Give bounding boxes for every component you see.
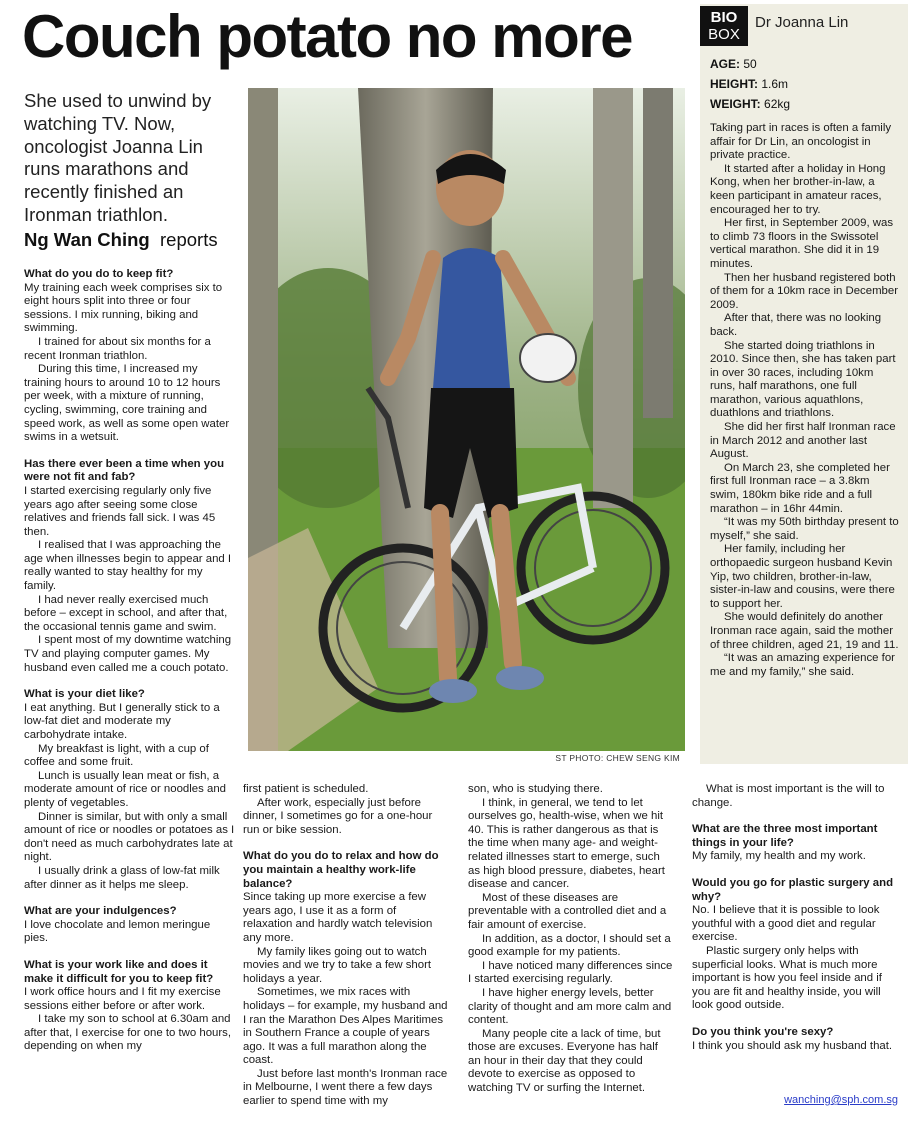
paragraph: Her first, in September 2009, was to climb 73 floors in the Swissotel vertical marathon. She did it in 19 minutes. — [710, 217, 894, 270]
standfirst: She used to unwind by watching TV. Now, oncologist Joanna Lin runs marathons and recently finished an Ironman triathlon. — [24, 90, 212, 225]
question-heading: Has there ever been a time when you were not fit and fab? — [24, 457, 225, 484]
paragraph: My breakfast is light, with a cup of coffee and some fruit. — [24, 742, 209, 769]
height-value: 1.6m — [761, 77, 789, 91]
byline-suffix: reports — [160, 229, 218, 250]
question-heading: Do you think you're sexy? — [692, 1025, 834, 1038]
paragraph: My training each week comprises six to eight hours split into three or four sessions. I mix running, biking and swimming. — [24, 281, 223, 335]
paragraph: After work, especially just before dinner, I sometimes go for a one-hour run or bike session. — [243, 796, 433, 836]
weight-value: 62kg — [764, 97, 791, 111]
paragraph: On March 23, she completed her first full Ironman race – a 3.8km swim, 180km bike ride and a full marathon – in 16hr 44min. — [710, 461, 890, 515]
author-email-link[interactable]: wanching@sph.com.sg — [784, 1094, 898, 1106]
paragraph: After that, there was no looking back. — [710, 312, 882, 338]
photo-credit: ST PHOTO: CHEW SENG KIM — [555, 753, 680, 763]
paragraph: In addition, as a doctor, I should set a good example for my patients. — [468, 932, 671, 959]
paragraph: She started doing triathlons in 2010. Since then, she has taken part in over 30 races, including 10km runs, half marathons, one full marathon, various aquathlons, duathlons and triathlons. — [710, 339, 896, 420]
paragraph: Most of these diseases are preventable with a controlled diet and a fair amount of exercise. — [468, 891, 667, 931]
paragraph: son, who is studying there. — [468, 783, 603, 795]
paragraph: I usually drink a glass of low-fat milk after dinner as it helps me sleep. — [24, 864, 220, 891]
paragraph: “It was an amazing experience for me and my family,” she said. — [710, 652, 895, 678]
paragraph: I think you should ask my husband that. — [692, 1039, 893, 1052]
height-label: HEIGHT: — [710, 77, 758, 91]
paragraph: Then her husband registered both of them for a 10km race in December 2009. — [710, 271, 899, 311]
paragraph: “It was my 50th birthday present to myself,” she said. — [710, 516, 899, 542]
paragraph: No. I believe that it is possible to look youthful with a good diet and regular exercise. — [692, 904, 880, 944]
paragraph: I love chocolate and lemon meringue pies. — [24, 918, 211, 945]
article-column-2 — [243, 783, 448, 1109]
byline-author: Ng Wan Ching — [24, 229, 150, 250]
paragraph: I started exercising regularly only five years ago after seeing some close relatives and friends fall sick. I was 45 then. — [24, 484, 216, 538]
question-heading: What do you do to keep fit? — [24, 268, 174, 280]
bio-box-logo — [700, 6, 748, 46]
paragraph: What is most important is the will to change. — [692, 783, 885, 809]
paragraph: It started after a holiday in Hong Kong, when her brother-in-law, a keen participant in amateur races, encouraged her to try. — [710, 162, 886, 216]
bio-facts — [710, 54, 790, 114]
headline: Couch potato no more — [22, 3, 632, 70]
question-heading: What do you do to relax and how do you maintain a healthy work-life balance? — [243, 850, 439, 890]
paragraph: Lunch is usually lean meat or fish, a moderate amount of rice or noodles and plenty of vegetables. — [24, 769, 226, 809]
bio-logo-bottom: BOX — [708, 26, 740, 43]
paragraph: I realised that I was approaching the age when illnesses begin to appear and I really wanted to stay healthy for my family. — [24, 539, 232, 593]
weight-label: WEIGHT: — [710, 97, 761, 111]
paragraph: Since taking up more exercise a few years ago, I use it as a form of relaxation and hardly watch television any more. — [243, 891, 433, 944]
byline — [24, 229, 239, 251]
paragraph: During this time, I increased my training hours to around 10 to 12 hours per week, with a mixture of running, cycling, swimming, core training and speed work, as well as some open water swims in a wetsuit. — [24, 363, 230, 444]
paragraph: Taking part in races is often a family affair for Dr Lin, an oncologist in private practice. — [710, 122, 892, 162]
question-heading: What are your indulgences? — [24, 905, 177, 918]
question-heading: What is your diet like? — [24, 688, 145, 701]
paragraph: first patient is scheduled. — [243, 783, 369, 795]
paragraph: I have noticed many differences since I started exercising regularly. — [468, 959, 673, 986]
cyclist-photo — [248, 88, 685, 751]
article-column-1 — [24, 268, 236, 1054]
paragraph: Many people cite a lack of time, but those are excuses. Everyone has half an hour in their day that they could devote to exercise as opposed to watching TV or surfing the Internet. — [468, 1027, 661, 1095]
paragraph: She would definitely do another Ironman race again, said the mother of three children, aged 21, 19 and 11. — [710, 611, 899, 651]
paragraph: My family likes going out to watch movies and we try to take a few short holidays a year. — [243, 945, 432, 985]
question-heading: What is your work like and does it make it difficult for you to keep fit? — [24, 958, 214, 985]
bio-box-text — [710, 122, 900, 679]
paragraph: I spent most of my downtime watching TV and playing computer games. My husband even called me a couch potato. — [24, 634, 232, 674]
paragraph: I eat anything. But I generally stick to a low-fat diet and moderate my carbohydrate intake. — [24, 701, 220, 741]
paragraph: I think, in general, we tend to let ourselves go, health-wise, when we hit 40. This is rather dangerous as that is the time when many age- and weight-related illnesses start to emerge, such as high blood pressure, diabetes, heart disease and cancer. — [468, 796, 665, 891]
paragraph: She did her first half Ironman race in March 2012 and another last August. — [710, 421, 896, 461]
paragraph: Dinner is similar, but with only a small amount of rice or noodles or potatoes as I don't need as much carbohydrates late at night. — [24, 810, 235, 864]
age-label: AGE: — [710, 57, 740, 71]
paragraph: My family, my health and my work. — [692, 850, 866, 863]
paragraph: I take my son to school at 6.30am and after that, I exercise for one to two hours, depending on when my — [24, 1013, 232, 1053]
paragraph: I work office hours and I fit my exercise sessions either before or after work. — [24, 986, 221, 1012]
article-column-3 — [468, 783, 673, 1096]
paragraph: I have higher energy levels, better clarity of thought and am more calm and content. — [468, 986, 672, 1027]
paragraph: Just before last month's Ironman race in Melbourne, I went there a few days earlier to spend time with my — [243, 1067, 448, 1108]
article-column-4 — [692, 783, 897, 1053]
paragraph: Plastic surgery only helps with superficial looks. What is much more important is how you feel inside and if you are fit and healthy inside, you will look good outside. — [692, 944, 882, 1012]
question-heading: What are the three most important things in your life? — [692, 823, 878, 849]
paragraph: Her family, including her orthopaedic surgeon husband Kevin Yip, two children, brother-in-law, sister-in-law and cousins, were there to support her. — [710, 543, 895, 610]
question-heading: Would you go for plastic surgery and why? — [692, 876, 894, 903]
paragraph: I had never really exercised much before – except in school, and after that, the occasional tennis game and swim. — [24, 593, 228, 633]
paragraph: I trained for about six months for a recent Ironman triathlon. — [24, 335, 211, 362]
paragraph: Sometimes, we mix races with holidays – for example, my husband and I ran the Marathon Des Alpes Maritimes in Southern France a couple of years ago. It was a full marathon along the coast. — [243, 986, 448, 1067]
bio-name: Dr Joanna Lin — [755, 14, 849, 31]
bio-logo-top: BIO — [710, 9, 738, 26]
age-value: 50 — [743, 57, 757, 71]
